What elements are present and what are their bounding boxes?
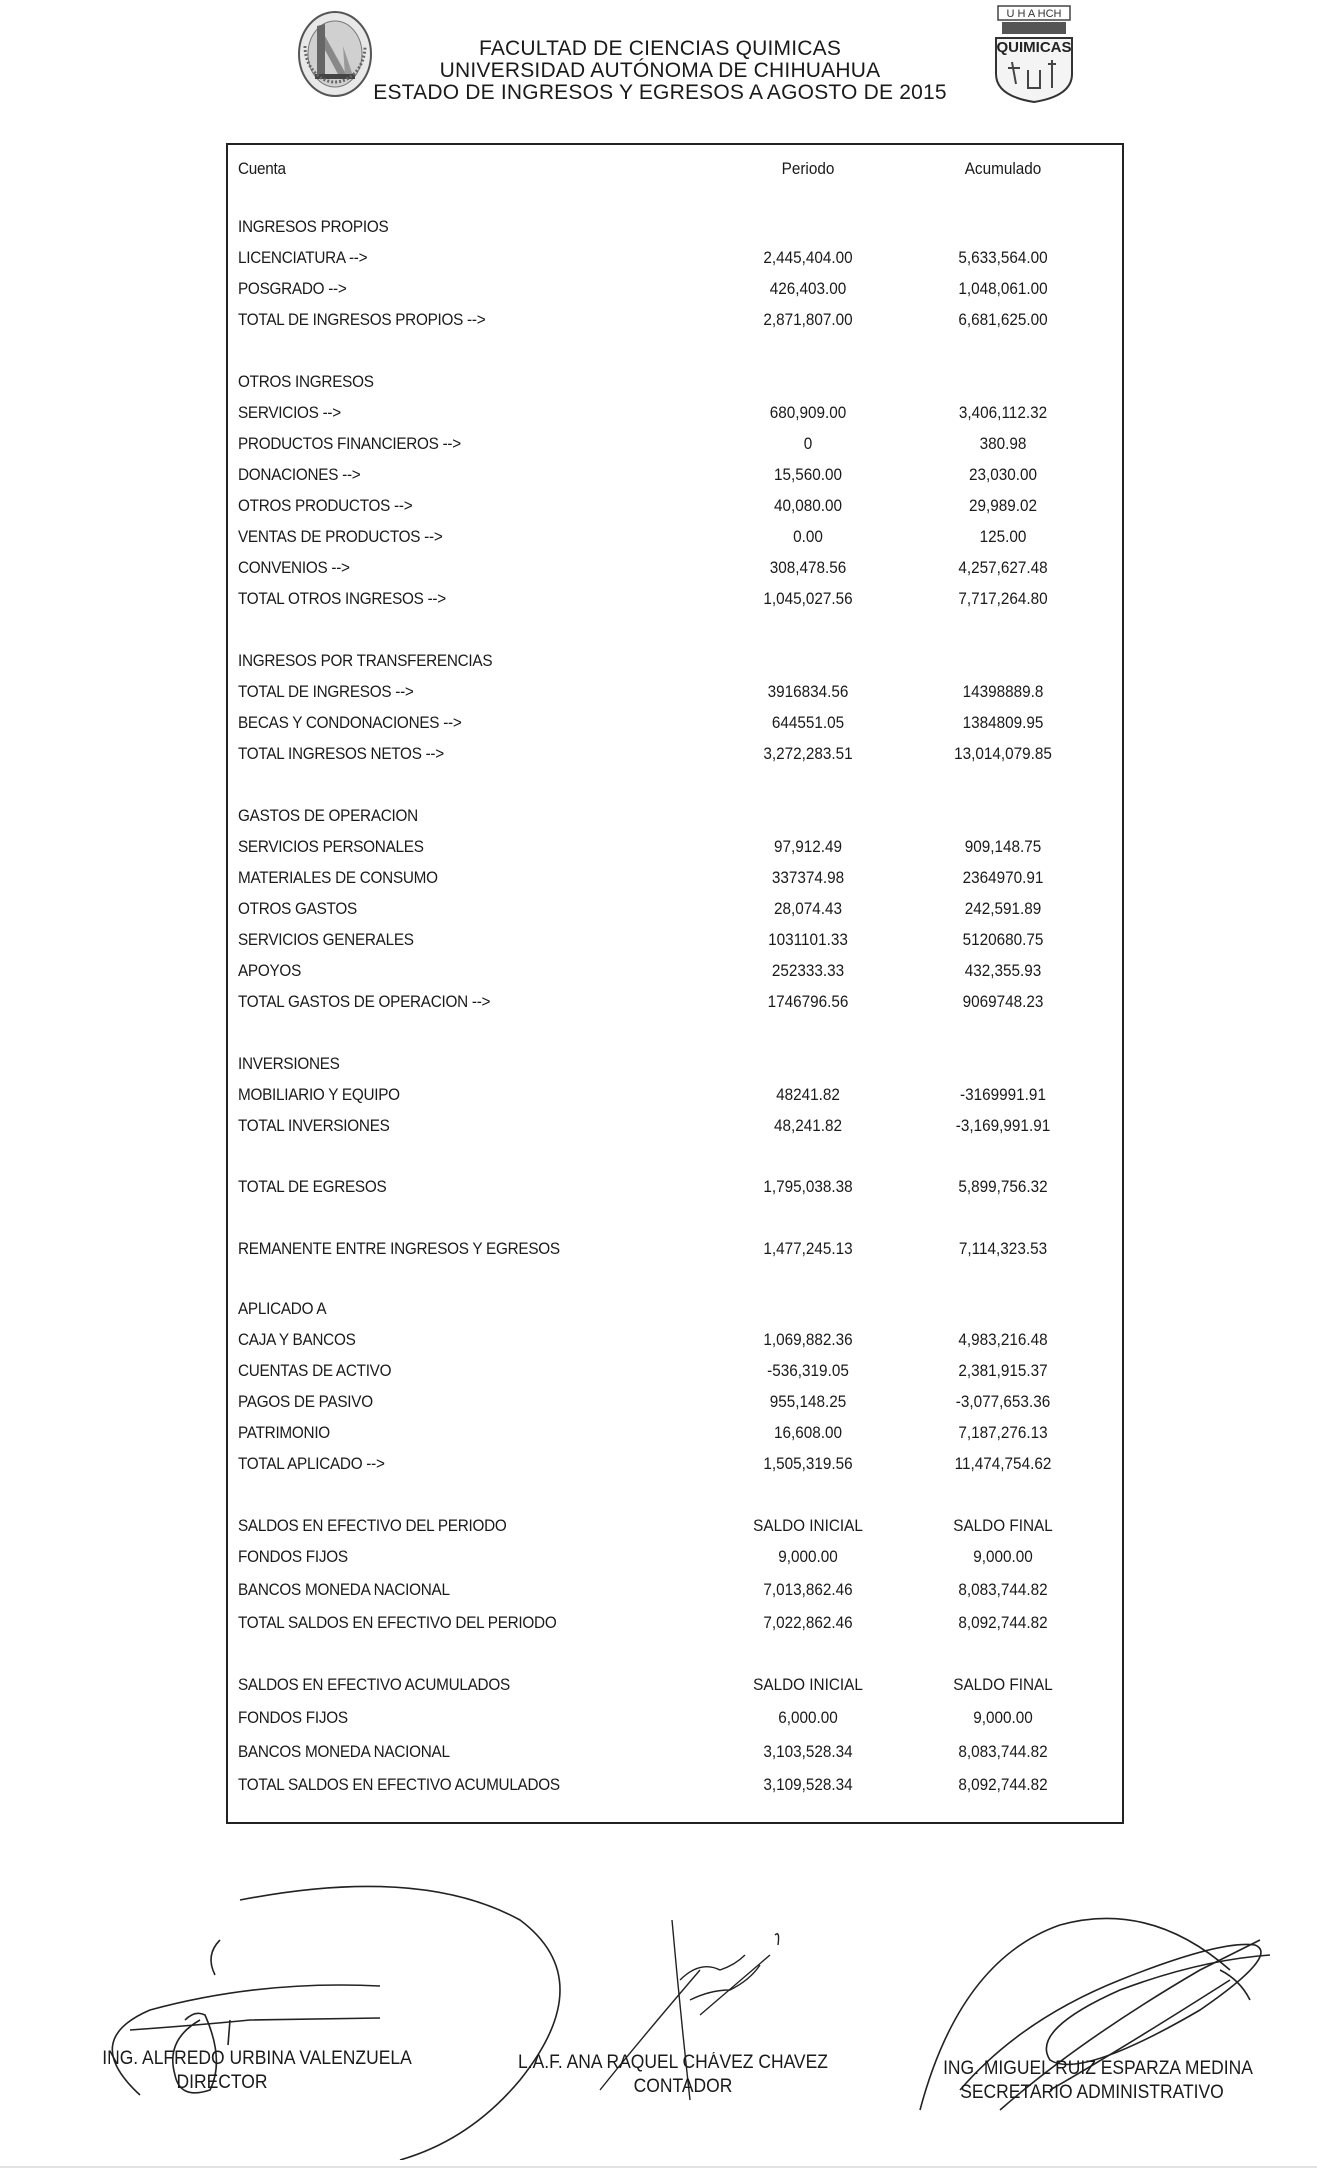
cell-cuenta: SALDOS EN EFECTIVO DEL PERIODO xyxy=(238,1516,507,1535)
cell-periodo: 680,909.00 xyxy=(769,403,847,422)
table-row xyxy=(238,1613,1108,1637)
cell-cuenta: TOTAL SALDOS EN EFECTIVO ACUMULADOS xyxy=(238,1775,560,1794)
table-row xyxy=(238,1054,1108,1078)
cell-cuenta: CONVENIOS --> xyxy=(238,558,350,577)
cell-periodo: 1,477,245.13 xyxy=(763,1239,853,1258)
cell-acumulado: 6,681,625.00 xyxy=(958,310,1048,329)
document-header xyxy=(0,0,1317,120)
cell-cuenta: PRODUCTOS FINANCIEROS --> xyxy=(238,434,461,453)
title-line-statement: ESTADO DE INGRESOS Y EGRESOS A AGOSTO DE 2015 xyxy=(373,81,947,104)
faculty-crest-icon xyxy=(988,4,1080,104)
table-row xyxy=(238,310,1108,334)
cell-cuenta: BECAS Y CONDONACIONES --> xyxy=(238,713,462,732)
cell-cuenta: INVERSIONES xyxy=(238,1054,340,1073)
cell-cuenta: TOTAL DE INGRESOS --> xyxy=(238,682,414,701)
signature-role-secretario: SECRETARIO ADMINISTRATIVO xyxy=(960,2082,1224,2103)
table-row xyxy=(238,279,1108,303)
cell-acumulado: 9,000.00 xyxy=(973,1547,1033,1566)
cell-periodo: 48,241.82 xyxy=(773,1116,843,1135)
table-row xyxy=(238,1708,1108,1732)
table-row xyxy=(238,558,1108,582)
table-row xyxy=(238,434,1108,458)
cell-cuenta: LICENCIATURA --> xyxy=(238,248,368,267)
cell-periodo: 337374.98 xyxy=(771,868,845,887)
table-row xyxy=(238,1392,1108,1416)
signature-name-secretario: ING. MIGUEL RUIZ ESPARZA MEDINA xyxy=(943,2058,1253,2079)
document-title xyxy=(330,38,990,104)
signature-role-contador: CONTADOR xyxy=(633,2076,733,2097)
cell-periodo: 426,403.00 xyxy=(769,279,847,298)
table-row xyxy=(238,1580,1108,1604)
svg-text:QUIMICAS: QUIMICAS xyxy=(996,39,1072,56)
cell-acumulado: -3,169,991.91 xyxy=(955,1116,1051,1135)
cell-acumulado: 13,014,079.85 xyxy=(954,744,1052,763)
cell-cuenta: POSGRADO --> xyxy=(238,279,347,298)
cell-cuenta: APLICADO A xyxy=(238,1299,327,1318)
table-row xyxy=(238,837,1108,861)
cell-cuenta: TOTAL DE INGRESOS PROPIOS --> xyxy=(238,310,486,329)
cell-acumulado: 1,048,061.00 xyxy=(958,279,1048,298)
cell-acumulado: 8,083,744.82 xyxy=(958,1742,1048,1761)
cell-cuenta: TOTAL SALDOS EN EFECTIVO DEL PERIODO xyxy=(238,1613,557,1632)
cell-periodo: 9,000.00 xyxy=(778,1547,838,1566)
cell-cuenta: TOTAL APLICADO --> xyxy=(238,1454,385,1473)
cell-cuenta: CUENTAS DE ACTIVO xyxy=(238,1361,392,1380)
table-row xyxy=(238,1454,1108,1478)
cell-acumulado: 4,257,627.48 xyxy=(958,558,1048,577)
cell-periodo: 1,795,038.38 xyxy=(763,1177,853,1196)
cell-acumulado: 8,083,744.82 xyxy=(958,1580,1048,1599)
table-row xyxy=(238,1116,1108,1140)
table-row xyxy=(238,1516,1108,1540)
table-row xyxy=(238,961,1108,985)
cell-cuenta: MATERIALES DE CONSUMO xyxy=(238,868,438,887)
cell-cuenta: SERVICIOS GENERALES xyxy=(238,930,414,949)
cell-acumulado: 125.00 xyxy=(979,527,1027,546)
cell-cuenta: BANCOS MONEDA NACIONAL xyxy=(238,1580,450,1599)
cell-periodo: 3,272,283.51 xyxy=(763,744,853,763)
cell-acumulado: 14398889.8 xyxy=(962,682,1044,701)
cell-acumulado: 9069748.23 xyxy=(962,992,1044,1011)
signature-director-icon xyxy=(112,1886,560,2160)
cell-acumulado: 5120680.75 xyxy=(962,930,1044,949)
cell-periodo: 1746796.56 xyxy=(767,992,849,1011)
signature-role-director: DIRECTOR xyxy=(176,2072,268,2093)
cell-acumulado: 3,406,112.32 xyxy=(958,403,1048,422)
cell-acumulado: 29,989.02 xyxy=(968,496,1038,515)
table-row xyxy=(238,465,1108,489)
table-row xyxy=(238,713,1108,737)
table-row xyxy=(238,744,1108,768)
title-line-university: UNIVERSIDAD AUTÓNOMA DE CHIHUAHUA xyxy=(439,59,881,82)
cell-acumulado: 2,381,915.37 xyxy=(958,1361,1048,1380)
table-row xyxy=(238,1775,1108,1799)
cell-cuenta: APOYOS xyxy=(238,961,302,980)
cell-periodo: 308,478.56 xyxy=(769,558,847,577)
cell-cuenta: TOTAL DE EGRESOS xyxy=(238,1177,387,1196)
table-row xyxy=(238,496,1108,520)
table-row xyxy=(238,527,1108,551)
cell-cuenta: SERVICIOS PERSONALES xyxy=(238,837,424,856)
financial-statement-table xyxy=(226,143,1124,1824)
cell-cuenta: REMANENTE ENTRE INGRESOS Y EGRESOS xyxy=(238,1239,560,1258)
cell-cuenta: BANCOS MONEDA NACIONAL xyxy=(238,1742,450,1761)
cell-periodo: 16,608.00 xyxy=(773,1423,843,1442)
table-row xyxy=(238,1177,1108,1201)
cell-acumulado: 432,355.93 xyxy=(964,961,1042,980)
cell-periodo: 1031101.33 xyxy=(768,930,848,949)
cell-cuenta: OTROS GASTOS xyxy=(238,899,357,918)
cell-acumulado: 242,591.89 xyxy=(964,899,1042,918)
cell-cuenta: DONACIONES --> xyxy=(238,465,361,484)
cell-cuenta: PAGOS DE PASIVO xyxy=(238,1392,373,1411)
column-header-periodo: Periodo xyxy=(781,159,835,178)
cell-periodo: 2,871,807.00 xyxy=(763,310,853,329)
table-row xyxy=(238,1547,1108,1571)
cell-periodo: 40,080.00 xyxy=(773,496,843,515)
cell-cuenta: TOTAL INVERSIONES xyxy=(238,1116,390,1135)
cell-acumulado: -3,077,653.36 xyxy=(955,1392,1051,1411)
cell-acumulado: 8,092,744.82 xyxy=(958,1775,1048,1794)
cell-cuenta: VENTAS DE PRODUCTOS --> xyxy=(238,527,443,546)
cell-periodo: 0 xyxy=(803,434,813,453)
table-row xyxy=(238,868,1108,892)
cell-periodo: 15,560.00 xyxy=(773,465,843,484)
cell-periodo: 3,103,528.34 xyxy=(763,1742,853,1761)
table-row xyxy=(238,1361,1108,1385)
cell-periodo: 3,109,528.34 xyxy=(763,1775,853,1794)
page-edge xyxy=(0,2166,1317,2168)
cell-periodo: 6,000.00 xyxy=(778,1708,838,1727)
column-header-acumulado: Acumulado xyxy=(964,159,1042,178)
table-row xyxy=(238,899,1108,923)
table-row xyxy=(238,1742,1108,1766)
handwritten-signatures xyxy=(0,1860,1317,2160)
cell-acumulado: 8,092,744.82 xyxy=(958,1613,1048,1632)
table-row xyxy=(238,1330,1108,1354)
table-row xyxy=(238,930,1108,954)
cell-cuenta: SALDOS EN EFECTIVO ACUMULADOS xyxy=(238,1675,510,1694)
table-row xyxy=(238,1239,1108,1263)
table-row xyxy=(238,1675,1108,1699)
cell-acumulado: 23,030.00 xyxy=(968,465,1038,484)
cell-periodo: 252333.33 xyxy=(771,961,845,980)
cell-cuenta: MOBILIARIO Y EQUIPO xyxy=(238,1085,400,1104)
cell-acumulado: 4,983,216.48 xyxy=(958,1330,1048,1349)
cell-cuenta: TOTAL GASTOS DE OPERACION --> xyxy=(238,992,491,1011)
cell-acumulado: 11,474,754.62 xyxy=(954,1454,1052,1473)
signature-block xyxy=(0,1860,1317,2160)
cell-cuenta: FONDOS FIJOS xyxy=(238,1708,348,1727)
table-row xyxy=(238,217,1108,241)
cell-periodo: 955,148.25 xyxy=(769,1392,847,1411)
cell-acumulado: 909,148.75 xyxy=(964,837,1042,856)
cell-acumulado: 5,633,564.00 xyxy=(958,248,1048,267)
cell-periodo: 1,505,319.56 xyxy=(763,1454,853,1473)
title-line-faculty: FACULTAD DE CIENCIAS QUIMICAS xyxy=(478,37,842,60)
cell-periodo: SALDO INICIAL xyxy=(753,1516,863,1535)
table-row xyxy=(238,651,1108,675)
cell-periodo: SALDO INICIAL xyxy=(753,1675,863,1694)
cell-cuenta: SERVICIOS --> xyxy=(238,403,341,422)
cell-periodo: 1,045,027.56 xyxy=(763,589,853,608)
column-header-cuenta: Cuenta xyxy=(238,159,286,178)
cell-acumulado: SALDO FINAL xyxy=(953,1516,1053,1535)
table-row xyxy=(238,682,1108,706)
cell-acumulado: 9,000.00 xyxy=(973,1708,1033,1727)
table-row xyxy=(238,403,1108,427)
cell-acumulado: -3169991.91 xyxy=(960,1085,1046,1104)
cell-periodo: 3916834.56 xyxy=(767,682,849,701)
cell-cuenta: TOTAL INGRESOS NETOS --> xyxy=(238,744,444,763)
cell-periodo: 1,069,882.36 xyxy=(763,1330,853,1349)
cell-periodo: 2,445,404.00 xyxy=(763,248,853,267)
cell-cuenta: INGRESOS PROPIOS xyxy=(238,217,389,236)
cell-acumulado: 7,717,264.80 xyxy=(958,589,1048,608)
cell-cuenta: INGRESOS POR TRANSFERENCIAS xyxy=(238,651,493,670)
cell-periodo: 28,074.43 xyxy=(773,899,843,918)
cell-acumulado: 5,899,756.32 xyxy=(958,1177,1048,1196)
signature-name-contador: L.A.F. ANA RAQUEL CHÁVEZ CHAVEZ xyxy=(518,2052,828,2073)
cell-periodo: 0.00 xyxy=(793,527,823,546)
cell-cuenta: FONDOS FIJOS xyxy=(238,1547,348,1566)
cell-cuenta: PATRIMONIO xyxy=(238,1423,330,1442)
table-row xyxy=(238,248,1108,272)
svg-text:U H A HCH: U H A HCH xyxy=(1006,8,1062,20)
cell-acumulado: 7,187,276.13 xyxy=(958,1423,1048,1442)
cell-acumulado: 7,114,323.53 xyxy=(958,1239,1048,1258)
table-row xyxy=(238,1299,1108,1323)
cell-cuenta: CAJA Y BANCOS xyxy=(238,1330,356,1349)
cell-cuenta: OTROS INGRESOS xyxy=(238,372,374,391)
cell-periodo: -536,319.05 xyxy=(767,1361,849,1380)
cell-acumulado: 1384809.95 xyxy=(962,713,1044,732)
cell-cuenta: TOTAL OTROS INGRESOS --> xyxy=(238,589,446,608)
cell-periodo: 97,912.49 xyxy=(773,837,843,856)
cell-acumulado: SALDO FINAL xyxy=(953,1675,1053,1694)
signature-name-director: ING. ALFREDO URBINA VALENZUELA xyxy=(102,2048,412,2069)
table-header-row xyxy=(238,159,1108,183)
table-row xyxy=(238,1085,1108,1109)
cell-acumulado: 2364970.91 xyxy=(962,868,1044,887)
table-row xyxy=(238,992,1108,1016)
table-row xyxy=(238,589,1108,613)
table-row xyxy=(238,1423,1108,1447)
table-row xyxy=(238,372,1108,396)
cell-periodo: 7,013,862.46 xyxy=(763,1580,853,1599)
cell-periodo: 7,022,862.46 xyxy=(763,1613,853,1632)
cell-cuenta: GASTOS DE OPERACION xyxy=(238,806,418,825)
cell-periodo: 644551.05 xyxy=(771,713,845,732)
cell-periodo: 48241.82 xyxy=(776,1085,840,1104)
cell-cuenta: OTROS PRODUCTOS --> xyxy=(238,496,413,515)
table-row xyxy=(238,806,1108,830)
cell-acumulado: 380.98 xyxy=(979,434,1027,453)
